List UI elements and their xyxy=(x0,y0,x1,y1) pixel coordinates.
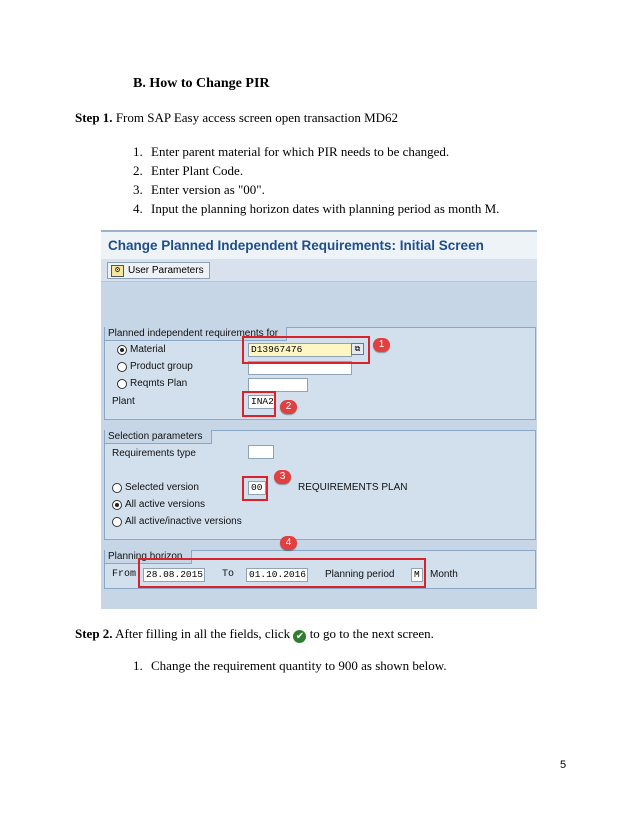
callout-badge-2: 2 xyxy=(280,400,297,414)
highlight-box-4 xyxy=(138,558,426,588)
parameters-icon: ⚙ xyxy=(111,265,124,277)
step2-text-after: to go to the next screen. xyxy=(306,626,434,641)
step1-text: From SAP Easy access screen open transaction MD62 xyxy=(112,110,399,125)
highlight-box-2 xyxy=(242,391,276,417)
product-group-label: Product group xyxy=(130,361,193,372)
plant-label: Plant xyxy=(112,396,135,407)
planning-period-input[interactable]: M xyxy=(411,568,423,582)
reqmts-plan-label: Reqmts Plan xyxy=(130,378,188,389)
from-label: From xyxy=(112,569,137,580)
planning-period-label: Planning period xyxy=(325,569,395,580)
callout-badge-4: 4 xyxy=(280,536,297,550)
selection-parameters-group xyxy=(104,430,536,540)
sap-toolbar xyxy=(101,259,537,282)
sap-screenshot xyxy=(101,230,537,609)
step2-text-before: After filling in all the fields, click xyxy=(112,626,294,641)
all-active-label: All active versions xyxy=(125,499,206,510)
plant-input[interactable]: INA2 xyxy=(248,395,276,409)
version-input[interactable]: 00 xyxy=(248,481,266,495)
group-title: Selection parameters xyxy=(105,430,212,444)
product-group-radio[interactable] xyxy=(117,362,127,372)
list-item: 4. Input the planning horizon dates with planning period as month M. xyxy=(133,201,500,216)
step1-line xyxy=(75,110,398,126)
version-description: REQUIREMENTS PLAN xyxy=(298,482,408,493)
list-item: 2. Enter Plant Code. xyxy=(133,163,244,178)
requirements-type-input[interactable] xyxy=(248,445,274,459)
callout-badge-3: 3 xyxy=(274,470,291,484)
reqmts-plan-radio[interactable] xyxy=(117,379,127,389)
group-title: Planned independent requirements for xyxy=(105,327,287,341)
highlight-box-3 xyxy=(242,476,268,501)
list-item: 3. Enter version as "00". xyxy=(133,182,265,197)
step2-label: Step 2. xyxy=(75,626,113,641)
step1-label: Step 1. xyxy=(75,110,113,125)
material-label: Material xyxy=(130,344,166,355)
group-title: Planning horizon xyxy=(105,550,192,564)
from-date-input[interactable]: 28.08.2015 xyxy=(143,568,205,582)
all-active-inactive-radio[interactable] xyxy=(112,517,122,527)
to-label: To xyxy=(222,569,235,580)
search-help-icon[interactable]: ⧉ xyxy=(351,343,364,355)
list-item: 1. Change the requirement quantity to 900 as shown below. xyxy=(133,658,447,673)
step1-list xyxy=(133,142,499,218)
all-active-radio[interactable] xyxy=(112,500,122,510)
material-input[interactable]: D13967476 xyxy=(248,343,352,357)
selected-version-label: Selected version xyxy=(125,482,199,493)
sap-title-bar xyxy=(101,230,537,259)
selected-version-radio[interactable] xyxy=(112,483,122,493)
check-icon: ✔ xyxy=(293,630,306,643)
reqmts-plan-input[interactable] xyxy=(248,378,308,392)
section-heading: B. How to Change PIR xyxy=(133,76,270,91)
step2-line xyxy=(75,626,434,643)
highlight-box-1 xyxy=(242,336,370,364)
all-active-inactive-label: All active/inactive versions xyxy=(125,516,242,527)
planning-period-description: Month xyxy=(430,569,458,580)
to-date-input[interactable]: 01.10.2016 xyxy=(246,568,308,582)
step2-list xyxy=(133,656,447,675)
requirements-type-label: Requirements type xyxy=(112,448,196,459)
callout-badge-1: 1 xyxy=(373,338,390,352)
page-number: 5 xyxy=(560,759,567,771)
user-parameters-button[interactable]: ⚙ User Parameters xyxy=(107,262,210,279)
list-item: 1. Enter parent material for which PIR needs to be changed. xyxy=(133,144,450,159)
material-radio[interactable] xyxy=(117,345,127,355)
sap-screen-title: Change Planned Independent Requirements: Initial Screen xyxy=(108,238,484,253)
